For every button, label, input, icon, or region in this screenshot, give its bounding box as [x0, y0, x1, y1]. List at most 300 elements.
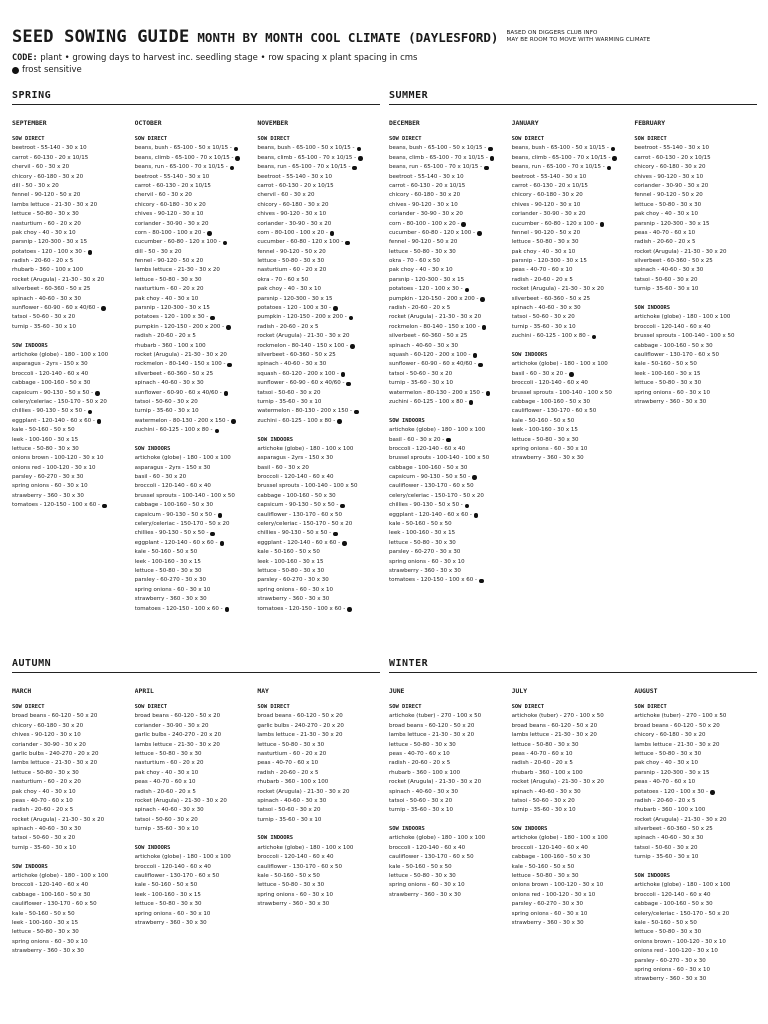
plant-entry	[12, 797, 135, 806]
plant-entry	[12, 360, 135, 369]
plant-entry-text: pak choy - 40 - 30 x 10	[12, 788, 76, 795]
plant-entry	[389, 342, 512, 351]
plant-entry-text: beetroot - 55-140 - 30 x 10	[134, 173, 210, 180]
plant-entry	[512, 323, 635, 332]
frost-sensitive-dot-icon	[210, 532, 215, 537]
section-heading-sow-direct: SOW DIRECT	[134, 136, 168, 142]
plant-entry	[135, 759, 258, 768]
plant-entry	[257, 558, 380, 567]
plant-entry-text: chillies - 90-130 - 50 x 50 -	[257, 530, 332, 537]
plant-entry	[512, 778, 635, 787]
plant-entry-text: beans, bush - 65-100 - 50 x 10/15 -	[389, 145, 487, 152]
plant-entry	[389, 436, 512, 445]
plant-entry	[12, 769, 135, 778]
plant-entry-text: spring onions - 60 - 30 x 10	[134, 910, 211, 917]
plant-entry-text: tomatoes - 120-150 - 100 x 60 -	[134, 605, 223, 612]
plant-entry	[135, 511, 258, 520]
plant-entry	[257, 482, 380, 491]
plant-entry-text: garlic bulbs - 240-270 - 20 x 20	[134, 732, 222, 739]
plant-entry-text: cauliflower - 130-170 - 60 x 50	[389, 483, 474, 490]
plant-entry	[634, 238, 757, 247]
plant-entry-text: beans, climb - 65-100 - 70 x 10/15 -	[389, 154, 488, 161]
plant-entry-text: carrot - 60-130 - 20 x 10/15	[134, 182, 211, 189]
frost-sensitive-dot-icon	[488, 147, 493, 152]
plant-entry-text: rhubarb - 360 - 100 x 100	[134, 342, 206, 349]
plant-entry	[389, 722, 512, 731]
month-name: DECEMBER	[389, 119, 420, 127]
plant-entry-text: artichoke (globe) - 180 - 100 x 100	[389, 427, 486, 434]
section-heading-sow-indoors: SOW INDOORS	[134, 844, 171, 851]
plant-entry-text: tatsoi - 50-60 - 30 x 20	[634, 844, 698, 851]
section-heading-sow-indoors: SOW INDOORS	[634, 873, 671, 880]
frost-sensitive-dot-icon	[358, 156, 363, 161]
plant-entry-text: broccoli - 120-140 - 60 x 40	[257, 474, 334, 481]
frost-sensitive-dot-icon	[357, 147, 362, 152]
month-column-november	[257, 119, 380, 614]
plant-entry	[12, 881, 135, 890]
plant-entry-text: capsicum - 90-130 - 50 x 50 -	[12, 389, 94, 396]
plant-entry	[135, 529, 258, 538]
plant-entry	[389, 323, 512, 332]
plant-entry	[135, 473, 258, 482]
section-heading-sow-indoors: SOW INDOORS	[134, 445, 171, 452]
plant-entry	[135, 778, 258, 787]
frost-sensitive-dot-icon	[446, 438, 451, 443]
plant-entry-text: leek - 100-160 - 30 x 15	[134, 891, 201, 898]
page-title: SEED SOWING GUIDE	[12, 27, 190, 47]
plant-entry-text: lettuce - 50-80 - 30 x 30	[389, 539, 456, 546]
plant-entry-text: kale - 50-160 - 50 x 50	[389, 521, 452, 528]
plant-entry-text: beans, bush - 65-100 - 50 x 10/15 -	[257, 145, 355, 152]
code-text: plant • growing days to harvest inc. seedling stage • row spacing x plant spacing in cms	[40, 53, 418, 63]
plant-entry-text: broccoli - 120-140 - 60 x 40	[134, 483, 211, 490]
plant-entry-text: artichoke (tuber) - 270 - 100 x 50	[389, 713, 482, 720]
plant-entry-text: cabbage - 100-160 - 50 x 30	[12, 380, 91, 387]
section-spacer	[389, 816, 512, 825]
plant-entry-text: capsicum - 90-130 - 50 x 50 -	[134, 511, 216, 518]
season-spring	[12, 90, 380, 614]
plant-entry-text: pak choy - 40 - 30 x 10	[511, 248, 576, 255]
plant-entry	[12, 426, 135, 435]
plant-entry	[12, 947, 135, 956]
plant-entry-text: strawberry - 360 - 30 x 30	[389, 567, 461, 574]
plant-entry-text: radish - 20-60 - 20 x 5	[511, 760, 573, 767]
plant-entry	[135, 266, 258, 275]
plant-entry	[512, 731, 635, 740]
plant-entry	[512, 182, 635, 191]
frost-sensitive-dot-icon	[88, 250, 93, 255]
plant-entry-text: beans, run - 65-100 - 70 x 10/15 -	[389, 164, 483, 171]
plant-entry-text: beans, climb - 65-100 - 70 x 10/15 -	[511, 154, 611, 161]
section-heading-sow-direct: SOW DIRECT	[257, 704, 290, 710]
plant-entry	[634, 834, 757, 843]
plant-entry	[257, 712, 380, 721]
plant-entry	[634, 342, 757, 351]
plant-entry	[389, 379, 512, 388]
plant-entry-text: lettuce - 50-80 - 30 x 30	[257, 882, 325, 889]
plant-entry	[389, 872, 512, 881]
frost-sensitive-dot-icon	[612, 156, 617, 161]
plant-entry	[257, 266, 380, 275]
plant-entry	[257, 257, 380, 266]
plant-entry-text: lambs lettuce - 21-30 - 30 x 20	[12, 760, 98, 767]
season-summer	[389, 90, 757, 586]
frost-sensitive-dot-icon	[472, 475, 477, 480]
frost-sensitive-dot-icon	[235, 156, 240, 161]
frost-sensitive-dot-icon	[226, 325, 231, 330]
frost-sensitive-dot-icon	[490, 156, 495, 161]
frost-sensitive-dot-icon	[224, 391, 229, 396]
plant-entry	[389, 863, 512, 872]
plant-entry-text: beetroot - 55-140 - 30 x 10	[257, 173, 332, 180]
plant-entry	[389, 741, 512, 750]
plant-entry	[634, 928, 757, 937]
plant-entry	[257, 548, 380, 557]
plant-entry-text: pak choy - 40 - 30 x 10	[134, 295, 199, 302]
plant-entry-text: cabbage - 100-160 - 50 x 30	[257, 492, 336, 499]
plant-entry-text: broccoli - 120-140 - 60 x 40	[389, 445, 466, 452]
source-note-line-1: BASED ON DIGGERS CLUB INFO	[506, 30, 598, 36]
plant-entry-text: coriander - 30-90 - 30 x 20	[12, 741, 86, 748]
section-heading-sow-direct: SOW DIRECT	[12, 704, 45, 710]
plant-entry-text: spring onions - 60 - 30 x 10	[12, 938, 88, 945]
plant-entry-text: nasturtium - 60 - 20 x 20	[12, 779, 81, 786]
plant-entry	[389, 332, 512, 341]
plant-entry	[389, 558, 512, 567]
plant-entry-text: dill - 50 - 30 x 20	[134, 248, 182, 255]
plant-entry	[257, 201, 380, 210]
section-heading-sow-indoors: SOW INDOORS	[12, 342, 48, 349]
plant-entry	[135, 872, 258, 881]
plant-entry	[389, 844, 512, 853]
plant-entry	[389, 220, 512, 229]
plant-entry	[512, 834, 635, 843]
month-name: JUNE	[389, 687, 405, 695]
frost-dot-icon	[12, 67, 19, 74]
plant-entry-text: strawberry - 360 - 30 x 30	[134, 919, 207, 926]
season-header	[12, 658, 380, 673]
plant-entry	[257, 595, 380, 604]
plant-entry	[12, 722, 135, 731]
plant-entry	[135, 863, 258, 872]
frost-sensitive-dot-icon	[349, 316, 354, 321]
plant-entry-text: tatsoi - 50-60 - 30 x 20	[257, 389, 321, 396]
plant-entry	[389, 285, 512, 294]
plant-entry	[389, 201, 512, 210]
plant-entry-text: potatoes - 120 - 100 x 30 -	[134, 314, 209, 321]
plant-entry	[634, 248, 757, 257]
plant-entry-text: spinach - 40-60 - 30 x 30	[511, 305, 581, 312]
plant-entry-text: artichoke (tuber) - 270 - 100 x 50	[634, 713, 727, 720]
plant-entry-text: cabbage - 100-160 - 50 x 30	[634, 342, 713, 349]
month-columns	[389, 687, 757, 985]
plant-entry-text: watermelon - 80-130 - 200 x 150 -	[389, 389, 484, 396]
plant-entry-text: broad beans - 60-120 - 50 x 20	[389, 722, 475, 729]
plant-entry	[135, 891, 258, 900]
plant-entry	[634, 788, 757, 797]
plant-entry	[389, 529, 512, 538]
frost-sensitive-dot-icon	[346, 382, 351, 387]
plant-entry-text: cabbage - 100-160 - 50 x 30	[12, 891, 91, 898]
plant-entry	[12, 872, 135, 881]
plant-entry	[512, 313, 635, 322]
plant-entry	[389, 788, 512, 797]
plant-entry	[634, 285, 757, 294]
plant-entry-text: peas - 40-70 - 60 x 10	[257, 760, 319, 767]
plant-entry-text: capsicum - 90-130 - 50 x 50 -	[389, 474, 471, 481]
plant-entry-text: spinach - 40-60 - 30 x 30	[12, 295, 81, 302]
plant-entry	[634, 731, 757, 740]
frost-sensitive-dot-icon	[227, 363, 232, 368]
plant-entry-text: sunflower - 60-90 - 60 x 40/60 -	[257, 380, 345, 387]
plant-entry	[512, 229, 635, 238]
plant-entry-text: potatoes - 120 - 100 x 30 -	[634, 788, 708, 795]
plant-entry-text: cauliflower - 130-170 - 60 x 50	[389, 854, 474, 861]
plant-entry-text: parsnip - 120-300 - 30 x 15	[511, 258, 587, 265]
plant-entry-text: leek - 100-160 - 30 x 15	[12, 436, 79, 443]
frost-sensitive-dot-icon	[101, 306, 106, 311]
plant-entry	[634, 947, 757, 956]
plant-entry	[12, 445, 135, 454]
plant-entry	[135, 576, 258, 585]
section-heading-sow-indoors: SOW INDOORS	[389, 417, 425, 424]
plant-entry	[135, 454, 258, 463]
frost-sensitive-dot-icon	[225, 607, 230, 612]
plant-entry-text: strawberry - 360 - 30 x 30	[257, 901, 330, 908]
plant-entry	[389, 445, 512, 454]
plant-entry	[12, 229, 135, 238]
plant-entry-text: cauliflower - 130-170 - 60 x 50	[634, 351, 719, 358]
plant-entry	[634, 163, 757, 172]
plant-entry-text: tatsoi - 50-60 - 30 x 20	[257, 807, 321, 814]
plant-entry	[135, 389, 258, 398]
plant-entry	[12, 900, 135, 909]
frost-sensitive-dot-icon	[465, 288, 470, 293]
plant-entry	[257, 210, 380, 219]
plant-entry	[12, 220, 135, 229]
plant-entry-text: tatsoi - 50-60 - 30 x 20	[389, 797, 453, 804]
plant-entry-text: turnip - 35-60 - 30 x 10	[511, 323, 576, 330]
plant-entry	[135, 712, 258, 721]
plant-entry-text: zuchini - 60-125 - 100 x 80 -	[257, 417, 336, 424]
plant-entry	[12, 712, 135, 721]
plant-entry-text: cauliflower - 130-170 - 60 x 50	[257, 511, 342, 518]
plant-entry-text: potatoes - 120 - 100 x 30 -	[389, 286, 463, 293]
plant-entry-text: capsicum - 90-130 - 50 x 50 -	[257, 502, 339, 509]
plant-entry	[634, 266, 757, 275]
plant-entry	[634, 370, 757, 379]
month-name: MAY	[257, 687, 269, 695]
section-heading-sow-indoors: SOW INDOORS	[12, 863, 48, 870]
plant-entry-text: beans, run - 65-100 - 70 x 10/15 -	[511, 164, 605, 171]
month-name: OCTOBER	[134, 119, 162, 127]
plant-entry-text: artichoke (globe) - 180 - 100 x 100	[634, 314, 731, 321]
plant-entry	[634, 816, 757, 825]
plant-entry-text: cabbage - 100-160 - 50 x 30	[134, 502, 213, 509]
plant-entry	[634, 881, 757, 890]
plant-entry	[12, 313, 135, 322]
section-spacer	[389, 407, 512, 416]
month-column-march	[12, 687, 135, 957]
plant-entry	[257, 473, 380, 482]
month-column-february	[634, 119, 757, 586]
section-spacer	[257, 825, 380, 834]
plant-entry-text: nasturtium - 60 - 20 x 20	[134, 760, 204, 767]
plant-entry-text: rhubarb - 360 - 100 x 100	[12, 267, 83, 274]
plant-entry	[257, 238, 380, 247]
plant-entry-text: pumpkin - 120-150 - 200 x 200 -	[257, 314, 347, 321]
plant-entry-text: kale - 50-160 - 50 x 50	[257, 549, 320, 556]
plant-entry	[389, 313, 512, 322]
section-heading-sow-indoors: SOW INDOORS	[389, 826, 425, 833]
plant-entry	[135, 173, 258, 182]
plant-entry-text: lettuce - 50-80 - 30 x 30	[257, 567, 325, 574]
plant-entry-text: broccoli - 120-140 - 60 x 40	[511, 380, 588, 387]
plant-entry-text: lettuce - 50-80 - 30 x 30	[389, 873, 456, 880]
plant-entry	[389, 473, 512, 482]
plant-entry-text: artichoke (globe) - 180 - 100 x 100	[511, 835, 608, 842]
plant-entry-text: silverbeet - 60-360 - 50 x 25	[634, 258, 713, 265]
plant-entry-text: turnip - 35-60 - 30 x 10	[134, 408, 199, 415]
plant-entry-text: strawberry - 360 - 30 x 30	[634, 976, 707, 983]
plant-entry	[257, 731, 380, 740]
plant-entry	[634, 323, 757, 332]
plant-entry-text: turnip - 35-60 - 30 x 10	[511, 807, 576, 814]
month-column-january	[512, 119, 635, 586]
plant-entry	[135, 539, 258, 548]
section-heading-sow-indoors: SOW INDOORS	[511, 826, 548, 833]
plant-entry	[257, 229, 380, 238]
plant-entry-text: turnip - 35-60 - 30 x 10	[12, 844, 77, 851]
plant-entry	[12, 407, 135, 416]
plant-entry-text: broad beans - 60-120 - 50 x 20	[634, 722, 720, 729]
plant-entry-text: strawberry - 360 - 30 x 30	[511, 919, 584, 926]
plant-entry	[512, 806, 635, 815]
plant-entry-text: brussel sprouts - 100-140 - 100 x 50	[389, 455, 490, 462]
plant-entry-text: leek - 100-160 - 30 x 15	[257, 558, 324, 565]
frost-sensitive-dot-icon	[234, 147, 239, 152]
plant-entry	[634, 938, 757, 947]
section-spacer	[634, 863, 757, 872]
plant-entry	[135, 900, 258, 909]
plant-entry-text: leek - 100-160 - 30 x 15	[389, 530, 456, 537]
plant-entry-text: leek - 100-160 - 30 x 15	[134, 558, 201, 565]
season-header	[12, 90, 380, 105]
plant-entry-text: artichoke (tuber) - 270 - 100 x 50	[511, 713, 604, 720]
plant-entry	[512, 248, 635, 257]
plant-entry-text: radish - 20-60 - 20 x 5	[634, 239, 696, 246]
plant-entry-text: chicory - 60-180 - 30 x 20	[12, 173, 84, 180]
plant-entry	[389, 210, 512, 219]
plant-entry	[135, 426, 258, 435]
plant-entry	[634, 220, 757, 229]
plant-entry-text: lambs lettuce - 21-30 - 30 x 20	[134, 741, 220, 748]
plant-entry	[512, 759, 635, 768]
plant-entry	[389, 173, 512, 182]
frost-sensitive-dot-icon	[333, 532, 338, 537]
plant-entry	[12, 351, 135, 360]
plant-entry-text: lettuce - 50-80 - 30 x 30	[134, 276, 202, 283]
plant-entry-text: spinach - 40-60 - 30 x 30	[257, 361, 327, 368]
plant-entry-text: artichoke (globe) - 180 - 100 x 100	[134, 854, 231, 861]
plant-entry-text: strawberry - 360 - 30 x 30	[634, 398, 707, 405]
plant-entry-text: radish - 20-60 - 20 x 5	[511, 276, 573, 283]
month-name: MARCH	[12, 687, 32, 695]
plant-entry	[135, 722, 258, 731]
plant-entry	[389, 295, 512, 304]
plant-entry	[257, 407, 380, 416]
plant-entry	[389, 834, 512, 843]
section-heading-sow-direct: SOW DIRECT	[257, 136, 290, 142]
month-name: JULY	[511, 687, 528, 695]
plant-entry	[257, 797, 380, 806]
plant-entry-text: parsley - 60-270 - 30 x 30	[634, 957, 706, 964]
plant-entry-text: leek - 100-160 - 30 x 15	[511, 427, 578, 434]
plant-entry-text: broccoli - 120-140 - 60 x 40	[511, 844, 588, 851]
frost-sensitive-dot-icon	[352, 166, 357, 171]
plant-entry	[634, 210, 757, 219]
plant-entry-text: rocket (Arugula) - 21-30 - 30 x 20	[389, 314, 482, 321]
plant-entry	[634, 957, 757, 966]
frost-legend	[12, 65, 82, 75]
plant-entry	[634, 900, 757, 909]
section-spacer	[512, 816, 635, 825]
plant-entry-text: spring onions - 60 - 30 x 10	[634, 966, 711, 973]
plant-entry	[257, 567, 380, 576]
plant-entry	[389, 229, 512, 238]
plant-entry-text: radish - 20-60 - 20 x 5	[134, 788, 196, 795]
plant-entry-text: artichoke (globe) - 180 - 100 x 100	[12, 873, 109, 880]
plant-entry-text: potatoes - 120 - 100 x 30 -	[12, 248, 86, 255]
plant-entry-text: rocket (Arugula) - 21-30 - 30 x 20	[389, 779, 482, 786]
plant-entry-text: sunflower - 60-90 - 60 x 40/60 -	[12, 305, 100, 312]
plant-entry	[389, 853, 512, 862]
plant-entry-text: sunflower - 60-90 - 60 x 40/60 -	[389, 361, 477, 368]
plant-entry-text: peas - 40-70 - 60 x 10	[511, 750, 573, 757]
plant-entry	[135, 248, 258, 257]
plant-entry-text: lettuce - 50-80 - 30 x 30	[511, 239, 579, 246]
plant-entry	[135, 558, 258, 567]
section-heading-sow-indoors: SOW INDOORS	[634, 305, 671, 312]
plant-entry-text: rocket (Arugula) - 21-30 - 30 x 20	[511, 286, 604, 293]
plant-entry	[135, 407, 258, 416]
plant-entry-text: corn - 80-100 - 100 x 20 -	[134, 229, 206, 236]
plant-entry	[135, 595, 258, 604]
season-autumn	[12, 658, 380, 957]
section-heading-sow-direct: SOW DIRECT	[634, 136, 667, 142]
plant-entry-text: spring onions - 60 - 30 x 10	[257, 891, 334, 898]
plant-entry	[12, 473, 135, 482]
plant-entry-text: chives - 90-120 - 30 x 10	[634, 173, 704, 180]
plant-entry-text: rockmelon - 80-140 - 150 x 100 -	[389, 323, 480, 330]
plant-entry-text: fennel - 90-120 - 50 x 20	[511, 229, 581, 236]
plant-entry-text: dill - 50 - 30 x 20	[12, 182, 59, 189]
plant-entry	[512, 389, 635, 398]
plant-entry-text: lambs lettuce - 21-30 - 30 x 20	[511, 732, 597, 739]
plant-entry	[389, 398, 512, 407]
plant-entry-text: silverbeet - 60-360 - 50 x 25	[389, 333, 468, 340]
plant-entry-text: rocket (Arugula) - 21-30 - 30 x 20	[257, 333, 350, 340]
frost-sensitive-dot-icon	[95, 391, 100, 396]
plant-entry-text: cabbage - 100-160 - 50 x 30	[634, 901, 713, 908]
plant-entry	[257, 144, 380, 153]
plant-entry	[257, 872, 380, 881]
plant-entry	[135, 750, 258, 759]
frost-sensitive-dot-icon	[482, 325, 487, 330]
plant-entry-text: beans, run - 65-100 - 70 x 10/15 -	[257, 164, 351, 171]
plant-entry	[12, 436, 135, 445]
plant-entry-text: radish - 20-60 - 20 x 5	[257, 323, 319, 330]
